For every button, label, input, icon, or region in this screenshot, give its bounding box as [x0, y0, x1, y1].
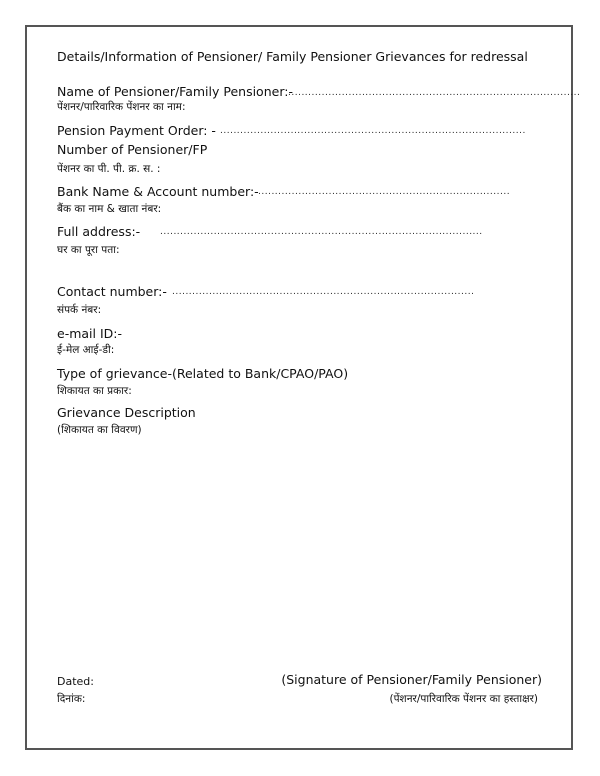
name-label-hindi: पेंशनर/पारिवारिक पेंशनर का नाम:	[57, 101, 186, 113]
address-field[interactable]: ................................................................................................	[160, 227, 483, 237]
name-field[interactable]: .......................................................................................	[288, 88, 581, 98]
bank-field[interactable]: ...........................................................................	[258, 187, 511, 197]
ppo-field[interactable]: ...........................................................................................	[220, 126, 526, 136]
address-label-hindi: घर का पूरा पता:	[57, 244, 120, 256]
form-heading: Details/Information of Pensioner/ Family Pensioner Grievances for redressal	[57, 49, 528, 64]
address-label: Full address:-	[57, 224, 141, 239]
bank-label-hindi: बैंक का नाम & खाता नंबर:	[57, 203, 162, 215]
contact-field[interactable]: ..........................................................................................	[172, 287, 475, 297]
contact-label: Contact number:-	[57, 284, 167, 299]
email-label-hindi: ई-मेल आई-डी:	[57, 344, 115, 356]
name-label: Name of Pensioner/Family Pensioner:-	[57, 84, 293, 99]
grievance-type-label-hindi: शिकायत का प्रकार:	[57, 385, 132, 397]
dated-label-hindi: दिनांक:	[57, 693, 86, 705]
ppo-label-line2: Number of Pensioner/FP	[57, 142, 208, 157]
signature-label: (Signature of Pensioner/Family Pensioner)	[281, 672, 542, 687]
signature-label-hindi: (पेंशनर/पारिवारिक पेंशनर का हस्ताक्षर)	[389, 693, 538, 705]
grievance-type-label: Type of grievance-(Related to Bank/CPAO/PAO)	[57, 366, 349, 381]
ppo-label: Pension Payment Order: -	[57, 123, 216, 138]
ppo-label-hindi: पेंशनर का पी. पी. क्र. स. :	[57, 163, 161, 175]
contact-label-hindi: संपर्क नंबर:	[57, 304, 102, 316]
dated-label: Dated:	[57, 675, 94, 688]
email-label: e-mail ID:-	[57, 326, 122, 341]
grievance-description-label-hindi: (शिकायत का विवरण)	[57, 424, 142, 436]
grievance-description-label: Grievance Description	[57, 405, 196, 420]
bank-label: Bank Name & Account number:-	[57, 184, 259, 199]
